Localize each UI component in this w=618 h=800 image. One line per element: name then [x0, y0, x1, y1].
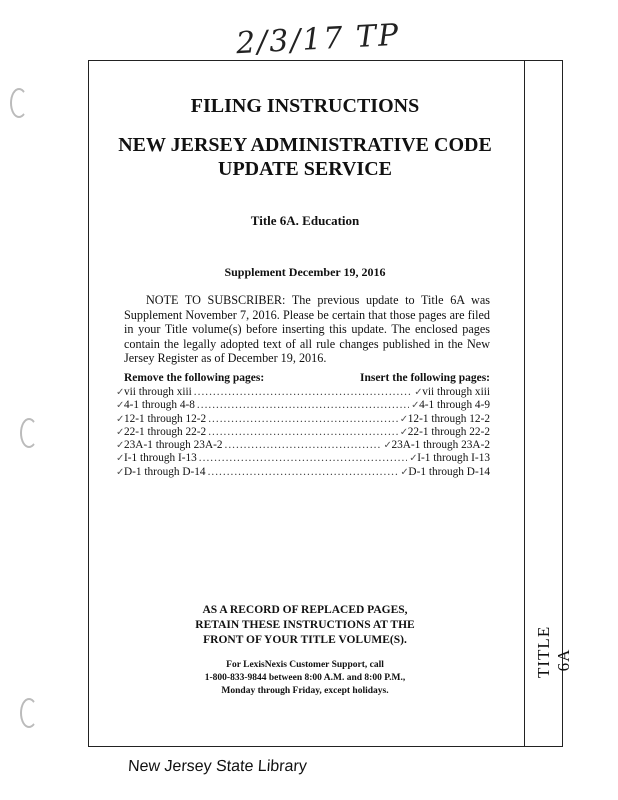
leader-dots: [194, 386, 412, 398]
table-row: [116, 426, 490, 439]
remove-pages: 12-1 through 12-2: [124, 412, 207, 425]
title-name: Title 6A. Education: [250, 213, 360, 228]
check-mark-icon: ✓: [411, 400, 420, 412]
subscriber-note: [124, 293, 490, 366]
title-tab-label: TITLE 6A: [534, 625, 573, 678]
check-mark-icon: ✓: [414, 387, 423, 398]
remove-pages: I-1 through I-13: [124, 452, 197, 465]
table-row: [116, 439, 490, 452]
code-title: [90, 133, 520, 181]
check-mark-icon: ✓: [116, 387, 125, 398]
check-mark-icon: ✓: [399, 426, 409, 438]
table-row: [116, 452, 490, 465]
check-mark-icon: ✓: [409, 453, 418, 465]
remove-pages: 4-1 through 4-8: [124, 399, 195, 412]
check-mark-icon: ✓: [116, 453, 125, 465]
insert-pages: 22-1 through 22-2: [407, 425, 490, 438]
binder-hole-mark: [20, 418, 38, 448]
page-title: FILING INSTRUCTIONS: [190, 95, 420, 117]
check-mark-icon: ✓: [116, 426, 125, 438]
table-row: [116, 466, 490, 479]
leader-dots: [225, 439, 382, 451]
record-line: AS A RECORD OF REPLACED PAGES,: [202, 604, 408, 616]
record-line: RETAIN THESE INSTRUCTIONS AT THE: [195, 619, 415, 631]
leader-dots: [208, 413, 398, 425]
tab-divider: [524, 60, 525, 747]
remove-pages: 22-1 through 22-2: [124, 425, 207, 438]
subscriber-note-text: NOTE TO SUBSCRIBER: The previous update to Title 6A was Supplement November 7, 2016. Please be certain that those pages are filed in your Title volume(s) before inserting this update. The enclosed pages contain the legally adopted text of all rule changes published in the New Jersey Register as of December 19, 2016.: [124, 293, 490, 365]
library-stamp: New Jersey State Library: [127, 758, 308, 775]
leader-dots: [197, 399, 409, 411]
support-line: 1-800-833-9844 between 8:00 A.M. and 8:00 P.M.,: [204, 673, 406, 683]
record-instructions: [150, 603, 460, 648]
table-row: [116, 413, 490, 426]
insert-pages: vii through xiii: [422, 386, 490, 398]
check-mark-icon: ✓: [116, 466, 125, 478]
record-line: FRONT OF YOUR TITLE VOLUME(S).: [203, 634, 407, 646]
insert-pages: 23A-1 through 23A-2: [391, 439, 490, 452]
insert-pages: I-1 through I-13: [417, 452, 490, 465]
remove-pages: D-1 through D-14: [124, 465, 206, 478]
leader-dots: [208, 426, 398, 438]
remove-header: Remove the following pages:: [124, 372, 265, 384]
handwritten-date-note: 2/3/17 TP: [235, 17, 402, 62]
code-title-line1: NEW JERSEY ADMINISTRATIVE CODE: [118, 134, 492, 156]
binder-hole-mark: [20, 698, 38, 728]
check-mark-icon: ✓: [116, 400, 125, 412]
check-mark-icon: ✓: [116, 440, 125, 452]
pages-table-header: [124, 372, 490, 386]
check-mark-icon: ✓: [116, 413, 125, 425]
pages-table: [116, 386, 490, 479]
leader-dots: [199, 452, 407, 464]
table-row: [116, 399, 490, 412]
check-mark-icon: ✓: [383, 440, 392, 452]
customer-support-info: [150, 659, 460, 698]
remove-pages: vii through xiii: [124, 386, 192, 398]
code-title-line2: UPDATE SERVICE: [218, 158, 392, 180]
insert-pages: 4-1 through 4-9: [419, 399, 490, 412]
check-mark-icon: ✓: [399, 413, 409, 425]
insert-pages: D-1 through D-14: [408, 465, 490, 478]
support-line: Monday through Friday, except holidays.: [221, 686, 389, 696]
binder-hole-mark: [10, 88, 28, 118]
insert-pages: 12-1 through 12-2: [407, 412, 490, 425]
insert-header: Insert the following pages:: [359, 372, 490, 384]
supplement-date: Supplement December 19, 2016: [224, 265, 386, 279]
table-row: [116, 386, 490, 399]
leader-dots: [208, 466, 399, 478]
support-line: For LexisNexis Customer Support, call: [226, 660, 384, 670]
remove-pages: 23A-1 through 23A-2: [124, 439, 223, 452]
check-mark-icon: ✓: [400, 466, 409, 478]
